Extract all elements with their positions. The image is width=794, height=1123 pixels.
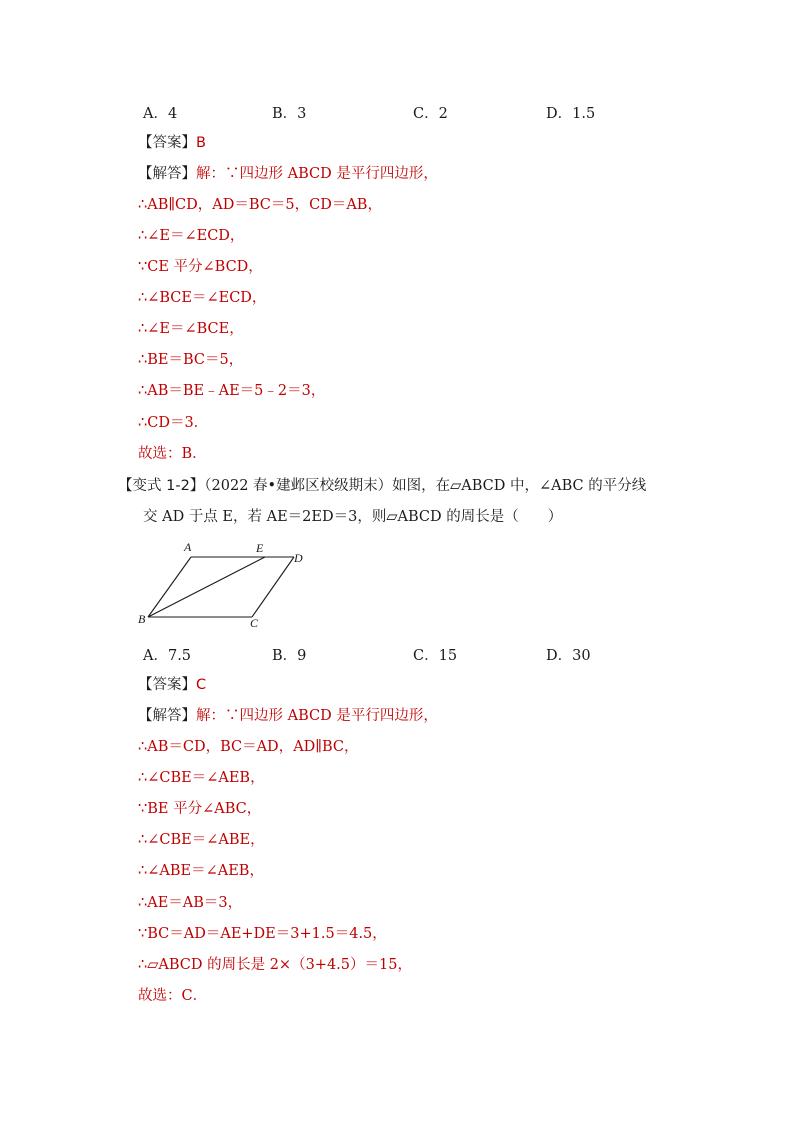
q1-solution-line-9: ∴CD＝3． xyxy=(138,415,209,431)
q2-answer xyxy=(138,675,206,695)
q2-option-d: D．30 xyxy=(546,648,591,664)
q2-solution-line-7: ∴AE＝AB＝3， xyxy=(138,895,243,911)
q2-solution-line-9: ∴▱ABCD 的周长是 2×（3+4.5）＝15， xyxy=(138,957,412,973)
parallelogram-edges xyxy=(148,557,294,617)
q1-answer-value: B xyxy=(196,135,206,151)
q2-stem-text-1: （2022 春•建邺区校级期末）如图，在▱ABCD 中，∠ABC 的平分线 xyxy=(204,478,647,494)
segment-be xyxy=(148,557,265,617)
q1-solution-line-7: ∴BE＝BC＝5， xyxy=(138,352,244,368)
q1-solution-line-5: ∴∠BCE＝∠ECD， xyxy=(138,290,267,306)
q1-solution-text: 解：∵四边形 ABCD 是平行四边形， xyxy=(196,166,438,182)
q1-option-b: B．3 xyxy=(272,106,307,122)
q1-answer-tag: 【答案】 xyxy=(138,135,196,151)
q2-solution-tag: 【解答】 xyxy=(138,708,196,724)
label-a: A xyxy=(184,540,192,554)
label-e: E xyxy=(256,541,264,555)
q2-option-c: C．15 xyxy=(413,648,458,664)
q1-option-c: C．2 xyxy=(413,106,448,122)
q1-option-d: D．1.5 xyxy=(546,106,596,122)
q1-solution-line-8: ∴AB＝BE﹣AE＝5﹣2＝3， xyxy=(138,383,326,399)
q2-solution-line-4: ∵BE 平分∠ABC， xyxy=(138,801,262,817)
q2-solution-line-5: ∴∠CBE＝∠ABE， xyxy=(138,832,265,848)
label-d: D xyxy=(294,551,303,565)
q1-solution-tag: 【解答】 xyxy=(138,166,196,182)
q2-solution-line-2: ∴AB＝CD，BC＝AD，AD∥BC， xyxy=(138,739,359,755)
q1-solution-line-1 xyxy=(138,164,438,184)
q2-solution-text: 解：∵四边形 ABCD 是平行四边形， xyxy=(196,708,438,724)
label-c: C xyxy=(250,616,259,630)
q1-solution-line-10: 故选：B． xyxy=(138,446,207,462)
q2-solution-line-8: ∵BC＝AD＝AE+DE＝3+1.5＝4.5， xyxy=(138,926,387,942)
q1-solution-line-4: ∵CE 平分∠BCD， xyxy=(138,259,263,275)
edge-dc xyxy=(252,557,294,617)
q2-option-a: A．7.5 xyxy=(143,648,192,664)
q1-solution-line-3: ∴∠E＝∠ECD， xyxy=(138,228,245,244)
q2-solution-line-3: ∴∠CBE＝∠AEB， xyxy=(138,770,265,786)
q1-answer xyxy=(138,133,206,153)
label-b: B xyxy=(138,612,146,626)
q2-stem-line-2: 交 AD 于点 E，若 AE＝2ED＝3，则▱ABCD 的周长是（ ） xyxy=(143,509,563,525)
q2-stem-line-1 xyxy=(118,476,646,496)
parallelogram-figure xyxy=(130,530,330,630)
q1-solution-line-6: ∴∠E＝∠BCE， xyxy=(138,321,244,337)
q2-solution-line-6: ∴∠ABE＝∠AEB， xyxy=(138,863,264,879)
q2-solution-line-10: 故选：C． xyxy=(138,988,208,1004)
q2-solution-line-1 xyxy=(138,706,438,726)
q1-solution-line-2: ∴AB∥CD，AD＝BC＝5，CD＝AB， xyxy=(138,197,382,213)
q2-option-b: B．9 xyxy=(272,648,307,664)
q2-answer-tag: 【答案】 xyxy=(138,677,196,693)
q2-answer-value: C xyxy=(196,677,207,693)
q1-option-a: A．4 xyxy=(143,106,178,122)
edge-ba xyxy=(148,557,191,617)
q2-tag: 【变式 1-2】 xyxy=(118,478,205,494)
